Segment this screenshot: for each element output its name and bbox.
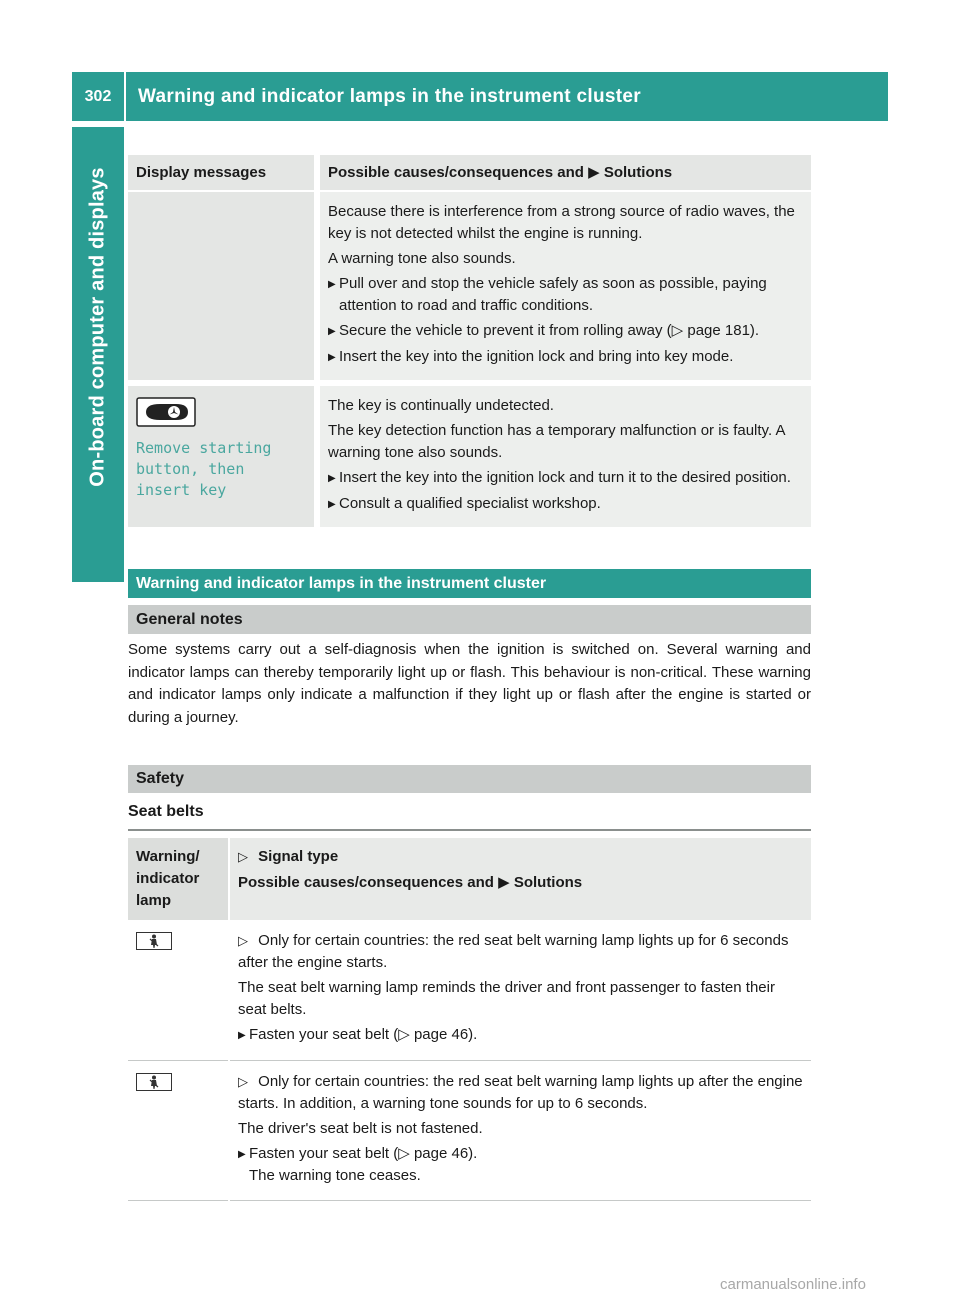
col-header-causes-solutions: Possible causes/consequences and ▶ Solutions	[317, 155, 811, 191]
step-arrow-icon: ▶	[328, 279, 336, 290]
solution-step	[238, 1024, 803, 1047]
signal-text: Only for certain countries: the red seat belt warning lamp lights up for 6 seconds after the engine starts.	[238, 932, 789, 971]
step-arrow-icon: ▶	[328, 326, 336, 337]
table-row	[128, 1061, 811, 1201]
lamp-cell	[128, 920, 229, 1061]
page-header	[72, 72, 888, 121]
step-arrow-icon: ▶	[328, 499, 336, 510]
display-cell-empty	[128, 191, 317, 383]
solution-step	[328, 467, 803, 490]
solution-step	[328, 346, 803, 369]
general-notes-heading: General notes	[128, 605, 811, 634]
key-icon	[136, 397, 196, 427]
step-arrow-icon: ▶	[238, 1030, 246, 1041]
step-arrow-icon: ▶	[328, 352, 336, 363]
table-header-row	[128, 838, 811, 920]
cause-text: The key is continually undetected.	[328, 397, 554, 414]
display-message-text: Remove starting button, then insert key	[136, 439, 272, 499]
signal-text: Only for certain countries: the red seat belt warning lamp lights up after the engine starts. In addition, a warning tone sounds for up to 6 seconds.	[238, 1073, 803, 1112]
solution-step	[328, 273, 803, 317]
signal-type-icon: ▷	[238, 1074, 248, 1089]
step-result: The warning tone ceases.	[249, 1167, 421, 1184]
step-text: Secure the vehicle to prevent it from rolling away (▷ page 181).	[339, 322, 760, 339]
table-row	[128, 191, 811, 383]
display-cell	[128, 383, 317, 527]
step-text: Fasten your seat belt (▷ page 46).	[249, 1145, 478, 1162]
signal-type-icon: ▷	[238, 849, 248, 864]
step-text: Pull over and stop the vehicle safely as soon as possible, paying attention to road and traffic conditions.	[339, 275, 767, 314]
table-row	[128, 920, 811, 1061]
col-header-lamp: Warning/ indicator lamp	[128, 838, 229, 920]
signal-cell	[229, 1061, 811, 1201]
page-header-title: Warning and indicator lamps in the instrument cluster	[138, 85, 641, 107]
causes-cell	[317, 383, 811, 527]
safety-heading: Safety	[128, 765, 811, 793]
col-header-signal-solutions: ▷ Signal type Possible causes/consequences and ▶ Solutions	[229, 838, 811, 920]
side-tab	[72, 127, 124, 582]
signal-cell	[229, 920, 811, 1061]
seat-belt-icon	[136, 932, 172, 950]
solution-step	[328, 320, 803, 343]
solution-step	[328, 493, 803, 516]
seat-belt-lamps-table	[128, 838, 811, 1201]
causes-cell	[317, 191, 811, 383]
col-header-display-messages: Display messages	[128, 155, 317, 191]
step-text: Consult a qualified specialist workshop.	[339, 495, 601, 512]
side-tab-label: On-board computer and displays	[86, 167, 109, 487]
step-text: Fasten your seat belt (▷ page 46).	[249, 1026, 478, 1043]
seat-belts-heading: Seat belts	[128, 803, 811, 831]
step-text: Insert the key into the ignition lock and bring into key mode.	[339, 348, 734, 365]
section-title: Warning and indicator lamps in the instrument cluster	[128, 569, 811, 598]
step-text: Insert the key into the ignition lock and turn it to the desired position.	[339, 469, 791, 486]
cause-text: The seat belt warning lamp reminds the driver and front passenger to fasten their seat belts.	[238, 979, 775, 1018]
signal-type-icon: ▷	[238, 933, 248, 948]
solution-step	[238, 1143, 803, 1187]
lamp-cell	[128, 1061, 229, 1201]
cause-text: The key detection function has a temporary malfunction or is faulty. A warning tone also sounds.	[328, 422, 785, 461]
watermark: carmanualsonline.info	[720, 1276, 866, 1293]
seat-belt-icon	[136, 1073, 172, 1091]
cause-text: A warning tone also sounds.	[328, 250, 516, 267]
display-messages-table	[128, 155, 811, 527]
cause-text: The driver's seat belt is not fastened.	[238, 1120, 483, 1137]
table-row	[128, 383, 811, 527]
general-notes-body: Some systems carry out a self-diagnosis when the ignition is switched on. Several warning and indicator lamps can thereby temporarily light up or flash. This behaviour is non-critical. These warning and indicator lamps only indicate a malfunction if they light up or flash after the engine is started or during a journey.	[128, 641, 811, 726]
page-number: 302	[72, 72, 126, 121]
step-arrow-icon: ▶	[238, 1149, 246, 1160]
step-arrow-icon: ▶	[328, 473, 336, 484]
cause-text: Because there is interference from a strong source of radio waves, the key is not detected whilst the engine is running.	[328, 203, 795, 242]
table-header-row	[128, 155, 811, 191]
